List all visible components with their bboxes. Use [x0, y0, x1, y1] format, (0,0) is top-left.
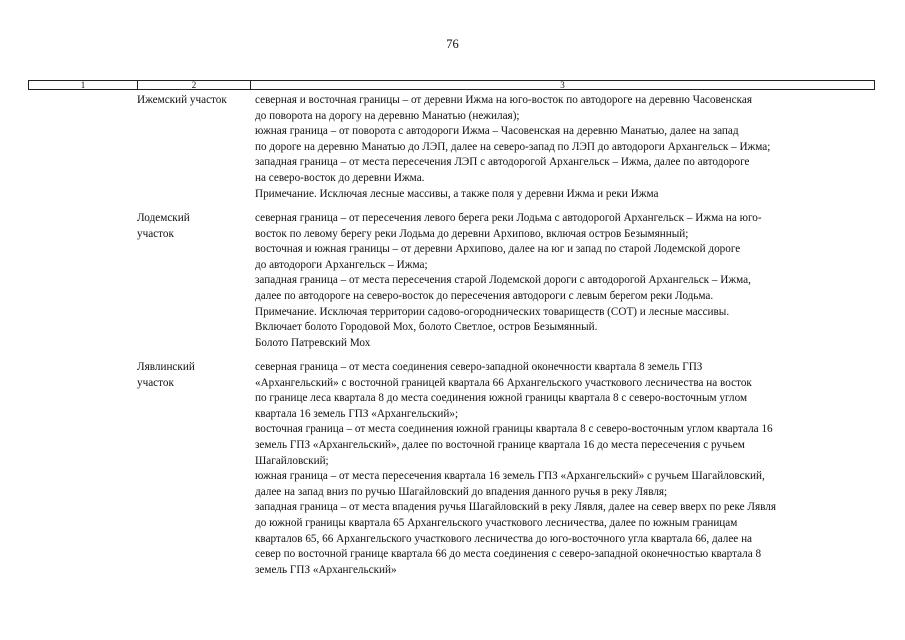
section-name: Лодемский участок [137, 212, 190, 240]
column-header-3: 3 [560, 80, 565, 90]
description-line: Шагайловский; [255, 454, 329, 467]
page-number: 76 [446, 37, 459, 51]
description-line: северная граница – от пересечения левого берега реки Лодьма с автодорогой Архангельск – Ижма на юго- [255, 212, 762, 224]
description-line: до поворота на дорогу на деревню Манатью (нежилая); [255, 109, 520, 122]
description-line: восток по левому берегу реки Лодьма до деревни Архипово, включая остров Безымянный; [255, 227, 689, 240]
description-line: по границе леса квартала 8 до места соединения южной границы квартала 8 с северо-восточным углом [255, 392, 748, 405]
description-line: Примечание. Исключая территории садово-огороднических товариществ (СОТ) и лесные массивы. [255, 305, 730, 318]
description-line: на северо-восток до деревни Ижма. [255, 171, 425, 184]
table-header-row [28, 80, 875, 90]
description-line: земель ГПЗ «Архангельский», далее по восточной границе квартала 16 до места пересечения с ручьем [255, 438, 745, 451]
description-line: север по восточной границе квартала 66 до места соединения с северо-западной оконечностью квартала 8 [255, 548, 762, 561]
description-line: по дороге на деревню Манатью до ЛЭП, далее на северо-запад по ЛЭП до автодороги Архангельск – Ижма; [255, 140, 771, 153]
section-description [255, 93, 875, 202]
description-line: западная граница – от места пересечения ЛЭП с автодорогой Архангельск – Ижма, далее по автодороге [255, 156, 750, 169]
description-line: кварталов 65, 66 Архангельского участкового лесничества до юго-восточного угла квартала 66, далее на [255, 532, 753, 545]
description-line: северная и восточная границы – от деревни Ижма на юго-восток по автодороге на деревню Часовенская [255, 94, 753, 106]
description-line: южная граница – от места пересечения квартала 16 земель ГПЗ «Архангельский» с ручьем Шагайловский, [255, 470, 765, 483]
description-line: Болото Патревский Мох [255, 336, 371, 349]
column-header-1: 1 [29, 81, 138, 89]
description-line: квартала 16 земель ГПЗ «Архангельский»; [255, 407, 459, 420]
description-line: Примечание. Исключая лесные массивы, а также поля у деревни Ижма и реки Ижма [255, 187, 659, 200]
description-line: северная граница – от места соединения северо-западной оконечности квартала 8 земель ГПЗ [255, 361, 703, 373]
description-line: западная граница – от места пересечения старой Лодемской дороги с автодорогой Архангельск – Ижма, [255, 274, 751, 287]
description-line: далее по автодороге на северо-восток до пересечения автодороги с левым берегом реки Лодьма. [255, 289, 714, 302]
description-line: Включает болото Городовой Мох, болото Светлое, остров Безымянный. [255, 321, 598, 334]
description-line: до южной границы квартала 65 Архангельского участкового лесничества, далее по южным границам [255, 516, 738, 529]
section-name: Ижемский участок [137, 94, 227, 106]
description-line: восточная граница – от места соединения южной границы квартала 8 с северо-восточным углом квартала 16 [255, 423, 773, 436]
section-description [255, 360, 875, 578]
description-line: восточная и южная границы – от деревни Архипово, далее на юг и запад по старой Лодемской дороге [255, 243, 741, 256]
section-name: Лявлинский участок [137, 361, 195, 389]
description-line: южная граница – от поворота с автодороги Ижма – Часовенская на деревню Манатью, далее на запад [255, 125, 739, 138]
section-description [255, 211, 875, 351]
description-line: земель ГПЗ «Архангельский» [255, 563, 397, 576]
description-line: далее на запад вниз по ручью Шагайловский до впадения данного ручья в реку Лявля; [255, 485, 668, 498]
description-line: «Архангельский» с восточной границей квартала 66 Архангельского участкового лесничества на восток [255, 376, 752, 389]
column-header-2: 2 [138, 81, 251, 89]
description-line: до автодороги Архангельск – Ижма; [255, 258, 428, 271]
description-line: западная граница – от места впадения ручья Шагайловский в реку Лявля, далее на север вверх по реке Лявля [255, 501, 776, 514]
